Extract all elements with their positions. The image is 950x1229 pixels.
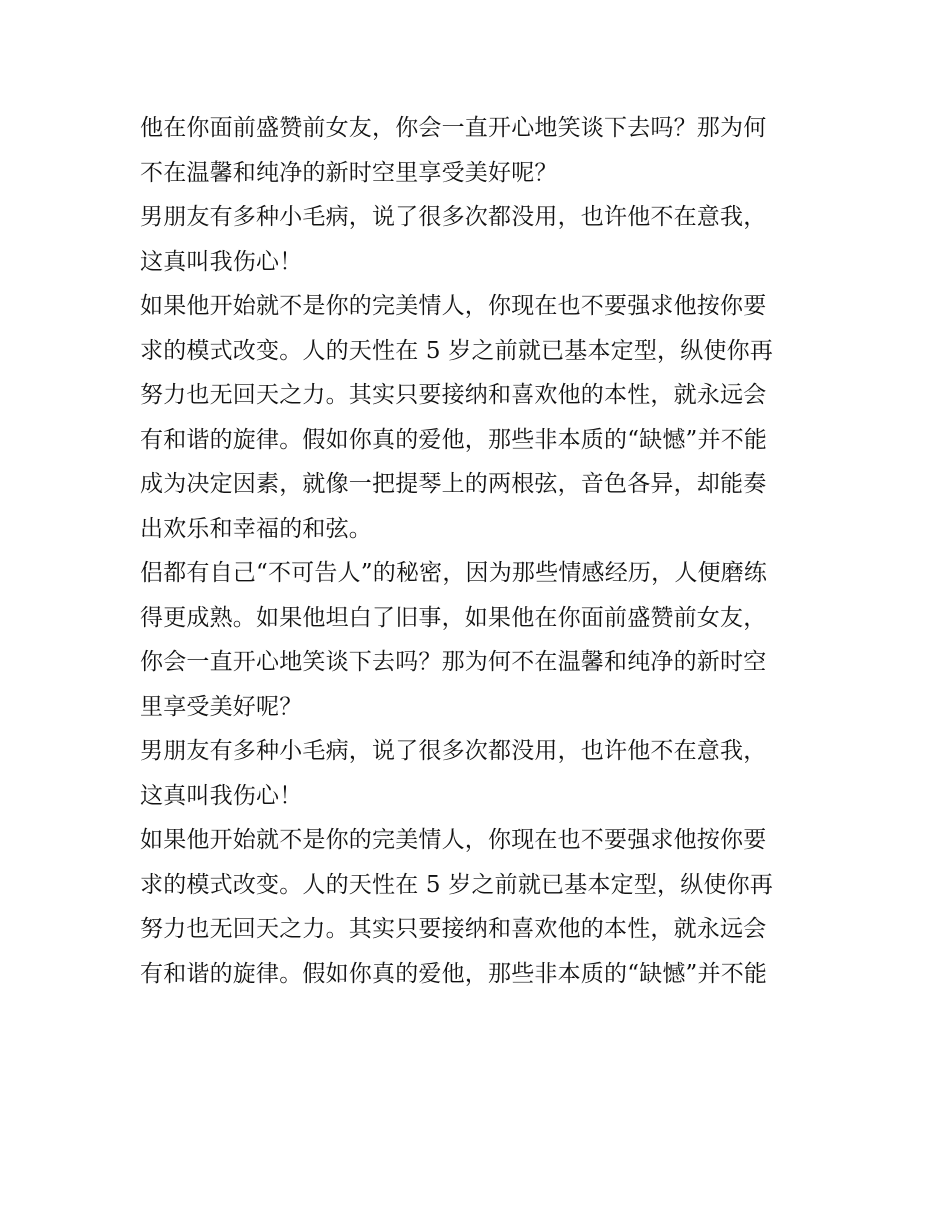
text-line: 你会一直开心地笑谈下去吗？那为何不在温馨和纯净的新时空 [140,649,767,675]
text-line: 有和谐的旋律。假如你真的爱他，那些非本质的“缺憾”并不能 [140,960,768,987]
text-line: 求的模式改变。人的天性在 5 岁之前就已基本定型，纵使你再 [140,871,774,898]
text-line: 如果他开始就不是你的完美情人，你现在也不要强求他按你要 [140,293,767,319]
text-line: 不在温馨和纯净的新时空里享受美好呢？ [140,159,558,186]
text-line: 里享受美好呢？ [140,693,303,720]
text-line: 努力也无回天之力。其实只要接纳和喜欢他的本性，就永远会 [140,916,767,942]
document-body [140,106,820,996]
text-line: 这真叫我伤心！ [140,248,303,275]
text-line: 如果他开始就不是你的完美情人，你现在也不要强求他按你要 [140,827,767,853]
text-line: 成为决定因素，就像一把提琴上的两根弦，音色各异，却能奏 [140,471,767,497]
text-line: 有和谐的旋律。假如你真的爱他，那些非本质的“缺憾”并不能 [140,426,768,453]
text-line: 这真叫我伤心！ [140,782,303,809]
text-line: 努力也无回天之力。其实只要接纳和喜欢他的本性，就永远会 [140,382,767,408]
text-line: 男朋友有多种小毛病，说了很多次都没用，也许他不在意我， [140,738,767,764]
text-line: 侣都有自己“不可告人”的秘密，因为那些情感经历，人便磨练 [140,560,768,586]
text-line: 出欢乐和幸福的和弦。 [140,515,372,542]
text-line: 求的模式改变。人的天性在 5 岁之前就已基本定型，纵使你再 [140,337,774,364]
text-line: 得更成熟。如果他坦白了旧事，如果他在你面前盛赞前女友， [140,604,767,631]
text-line: 他在你面前盛赞前女友，你会一直开心地笑谈下去吗？那为何 [140,115,767,141]
text-line: 男朋友有多种小毛病，说了很多次都没用，也许他不在意我， [140,204,767,230]
